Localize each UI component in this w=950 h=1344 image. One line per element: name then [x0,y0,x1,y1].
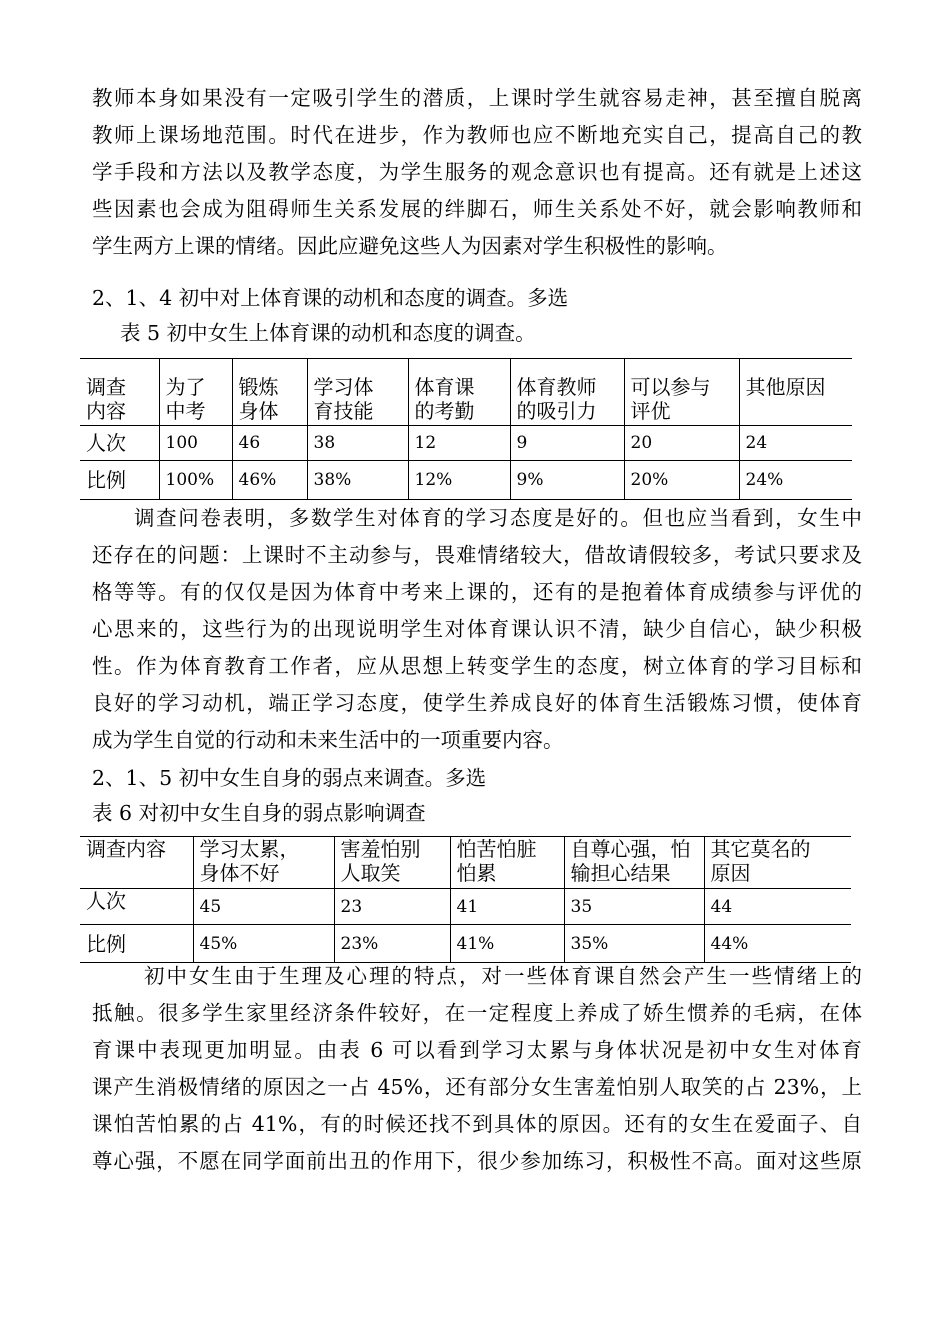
table-5-header-cell: 为了 中考 [159,359,232,426]
table-6-row-count [80,889,851,925]
paragraph-1-line-3: 学手段和方法以及教学态度，为学生服务的观念意识也有提高。还有就是上述这 [92,160,862,184]
paragraph-2-line-6: 良好的学习动机，端正学习态度，使学生养成良好的体育生活锻炼习惯，使体育 [92,691,862,715]
paragraph-3-line-5: 课怕苦怕累的占 41%，有的时候还找不到具体的原因。还有的女生在爱面子、自 [92,1112,862,1136]
table-6-header-row [80,837,851,889]
table-5-row-ratio [80,461,852,500]
table-5-cell: 9% [510,461,624,500]
paragraph-3-line-1: 初中女生由于生理及心理的特点，对一些体育课自然会产生一些情绪上的 [144,964,862,988]
table-5-cell: 38% [307,461,408,500]
table-6-caption: 表 6 对初中女生自身的弱点影响调查 [92,801,426,825]
paragraph-3-line-3: 育课中表现更加明显。由表 6 可以看到学习太累与身体状况是初中女生对体育 [92,1038,862,1062]
table-6-cell: 35 [564,889,704,925]
table-5-header-cell: 可以参与 评优 [624,359,739,426]
table-6 [80,836,851,963]
table-5-cell: 12% [408,461,510,500]
paragraph-2-line-3: 格等等。有的仅仅是因为体育中考来上课的，还有的是抱着体育成绩参与评优的 [92,580,862,604]
table-5-header-cell: 锻炼 身体 [232,359,307,426]
paragraph-2-line-5: 性。作为体育教育工作者，应从思想上转变学生的态度，树立体育的学习目标和 [92,654,862,678]
table-5-cell: 9 [510,426,624,461]
paragraph-2-line-2: 还存在的问题：上课时不主动参与，畏难情绪较大，借故请假较多，考试只要求及 [92,543,862,567]
table-6-cell: 45 [193,889,334,925]
table-5-cell: 46 [232,426,307,461]
table-5-cell: 12 [408,426,510,461]
table-6-cell: 44% [704,925,851,963]
table-6-cell: 23% [334,925,450,963]
table-5-caption: 表 5 初中女生上体育课的动机和态度的调查。 [120,321,536,345]
table-6-cell: 45% [193,925,334,963]
table-5-header-cell: 学习体 育技能 [307,359,408,426]
table-5-row-count [80,426,852,461]
paragraph-1-line-1: 教师本身如果没有一定吸引学生的潜质，上课时学生就容易走神，甚至擅自脱离 [92,86,862,110]
table-6-cell: 比例 [80,925,193,963]
table-6-row-ratio [80,925,851,963]
table-6-cell: 44 [704,889,851,925]
table-5-header-row [80,359,852,426]
table-6-cell: 人次 [80,889,193,925]
table-6-header-cell: 害羞怕别 人取笑 [334,837,450,889]
paragraph-3-line-6: 尊心强，不愿在同学面前出丑的作用下，很少参加练习，积极性不高。面对这些原 [92,1149,862,1173]
table-6-cell: 35% [564,925,704,963]
table-6-header-cell: 调查内容 [80,837,193,889]
paragraph-3-line-2: 抵触。很多学生家里经济条件较好，在一定程度上养成了娇生惯养的毛病，在体 [92,1001,862,1025]
paragraph-2-line-7: 成为学生自觉的行动和未来生活中的一项重要内容。 [92,728,564,752]
table-5-cell: 100 [159,426,232,461]
table-5 [80,358,852,500]
paragraph-2-line-4: 心思来的，这些行为的出现说明学生对体育课认识不清，缺少自信心，缺少积极 [92,617,862,641]
table-5-cell: 20% [624,461,739,500]
table-6-cell: 41% [450,925,564,963]
table-6-header-cell: 自尊心强，怕 输担心结果 [564,837,704,889]
table-5-cell: 100% [159,461,232,500]
paragraph-3-line-4: 课产生消极情绪的原因之一占 45%，还有部分女生害羞怕别人取笑的占 23%，上 [92,1075,862,1099]
table-6-cell: 23 [334,889,450,925]
paragraph-1-line-4: 些因素也会成为阻碍师生关系发展的绊脚石，师生关系处不好，就会影响教师和 [92,197,862,221]
table-5-header-cell: 调查 内容 [80,359,159,426]
table-5-cell: 38 [307,426,408,461]
table-6-header-cell: 怕苦怕脏 怕累 [450,837,564,889]
table-5-header-cell: 体育课 的考勤 [408,359,510,426]
table-5-cell: 比例 [80,461,159,500]
paragraph-1-line-2: 教师上课场地范围。时代在进步，作为教师也应不断地充实自己，提高自己的教 [92,123,862,147]
paragraph-1-line-5: 学生两方上课的情绪。因此应避免这些人为因素对学生积极性的影响。 [92,234,728,258]
table-5-cell: 24 [739,426,852,461]
table-5-cell: 24% [739,461,852,500]
table-6-header-cell: 其它莫名的 原因 [704,837,851,889]
paragraph-2-line-1: 调查问卷表明，多数学生对体育的学习态度是好的。但也应当看到，女生中 [134,506,862,530]
table-6-header-cell: 学习太累， 身体不好 [193,837,334,889]
table-5-cell: 人次 [80,426,159,461]
table-5-header-cell: 体育教师 的吸引力 [510,359,624,426]
table-5-header-cell: 其他原因 [739,359,852,426]
table-5-cell: 46% [232,461,307,500]
section-heading-2-1-4: 2、1、4 初中对上体育课的动机和态度的调查。多选 [92,286,569,310]
table-5-cell: 20 [624,426,739,461]
section-heading-2-1-5: 2、1、5 初中女生自身的弱点来调查。多选 [92,766,487,790]
table-6-cell: 41 [450,889,564,925]
